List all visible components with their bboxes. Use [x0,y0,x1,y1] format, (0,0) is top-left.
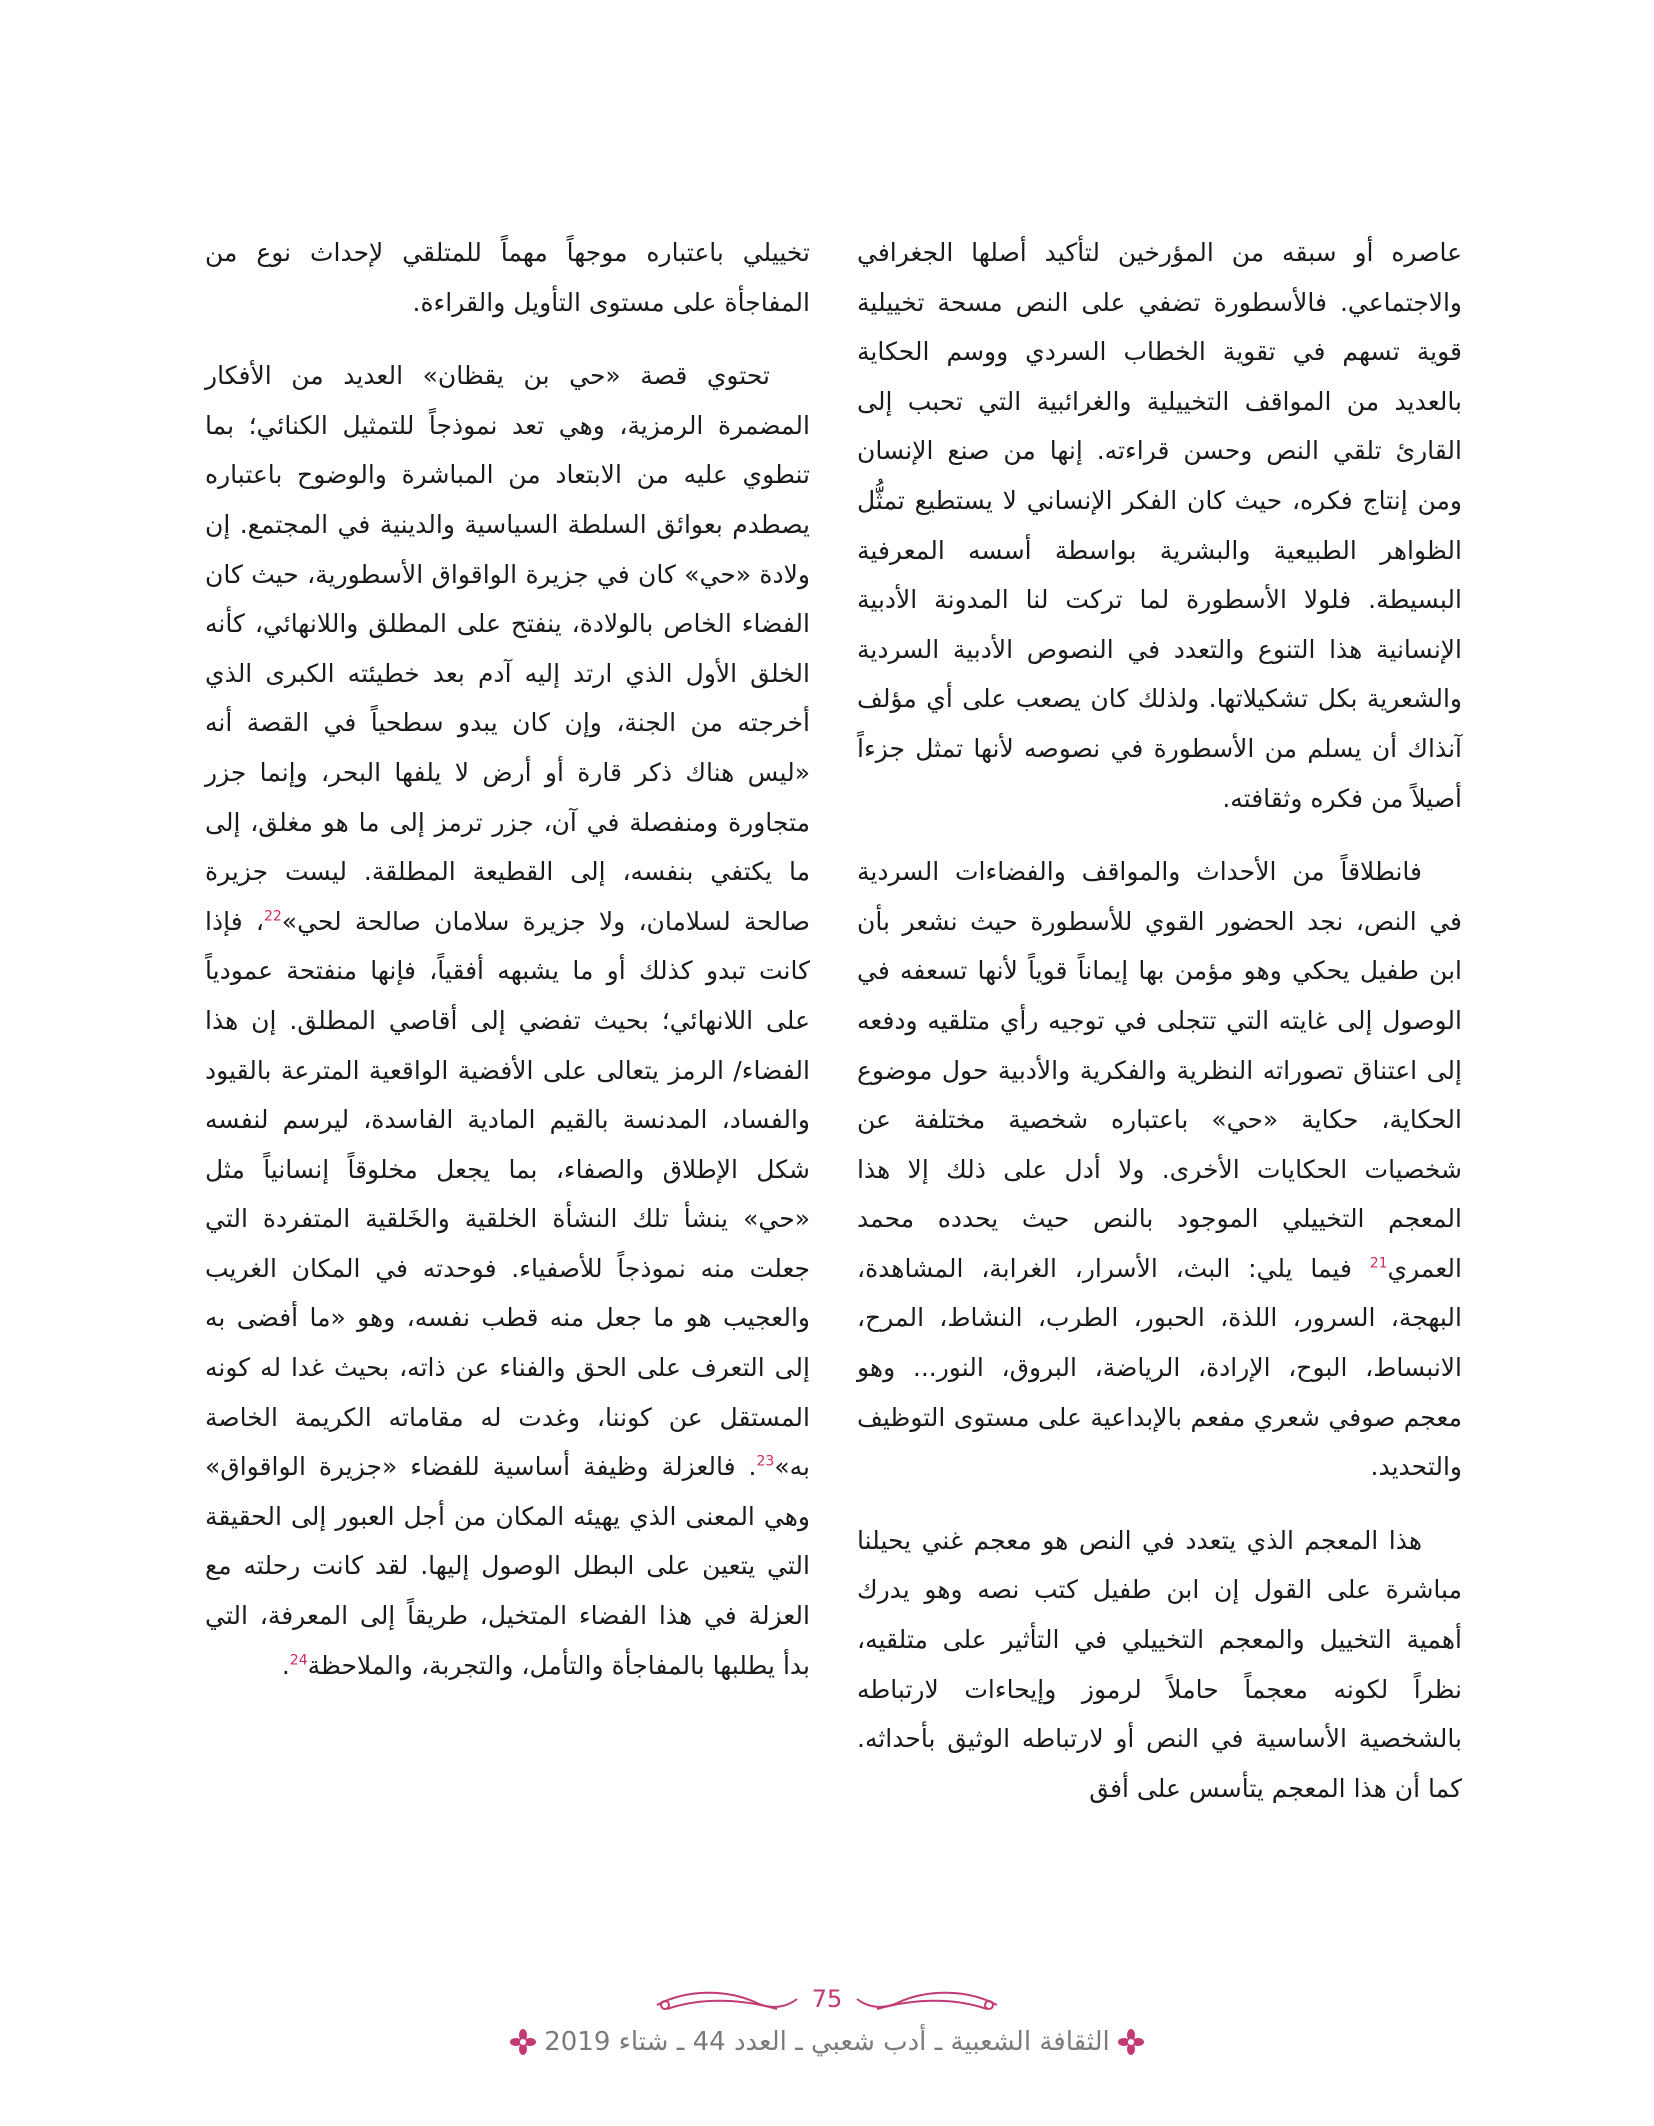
page-number-ornament [647,1985,1007,2019]
article-column-left [205,228,810,1714]
paragraph-text: . [281,1650,290,1680]
article-column-right [857,228,1462,1837]
footnote-reference[interactable]: 23 [756,1453,775,1470]
footnote-reference[interactable]: 22 [263,908,282,925]
paragraph [205,351,810,1690]
paragraph: عاصره أو سبقه من المؤرخين لتأكيد أصلها الجغرافي والاجتماعي. فالأسطورة تضفي على النص مسحة تخييلية قوية تسهم في تقوية الخطاب السردي ووسم الحكاية بالعديد من المواقف التخييلية والغرائبية التي تحبب إلى القارئ تلقي النص وحسن قراءته. إنها من صنع الإنسان ومن إنتاج فكره، حيث كان الفكر الإنساني لا يستطيع تمثُّل الظواهر الطبيعية والبشرية بواسطة أسسه المعرفية البسيطة. فلولا الأسطورة لما تركت لنا المدونة الأدبية الإنسانية هذا التنوع والتعدد في النصوص الأدبية السردية والشعرية بكل تشكيلاتها. ولذلك كان يصعب على أي مؤلف آنذاك أن يسلم من الأسطورة في نصوصه لأنها تمثل جزءاً أصيلاً من فكره وثقافته. [857,238,1462,813]
paragraph [857,847,1462,1492]
flower-icon [510,2029,536,2055]
paragraph: هذا المعجم الذي يتعدد في النص هو معجم غني يحيلنا مباشرة على القول إن ابن طفيل كتب نصه وهو يدرك أهمية التخييل والمعجم التخييلي في التأثير على متلقيه، نظراً لكونه معجماً حاملاً لرموز وإيحاءات لارتباطه بالشخصية الأساسية في النص أو لارتباطه الوثيق بأحداثه. كما أن هذا المعجم يتأسس على أفق [857,1525,1462,1803]
paragraph-text: فيما يلي: البث، الأسرار، الغرابة، المشاهدة، البهجة، السرور، اللذة، الحبور، الطرب، النشاط، المرح، الانبساط، البوح، الإرادة، الرياضة، البروق، النور... وهو معجم صوفي شعري مفعم بالإبداعية على مستوى التوظيف والتحديد. [857,1253,1462,1482]
paragraph-text: . فالعزلة وظيفة أساسية للفضاء «جزيرة الواقواق» وهي المعنى الذي يهيئه المكان من أجل العبور إلى الحقيقة التي يتعين على البطل الوصول إليها. لقد كانت رحلته مع العزلة في هذا الفضاء المتخيل، طريقاً إلى المعرفة، التي بدأ يطلبها بالمفاجأة والتأمل، والتجربة، والملاحظة [205,1452,810,1680]
paragraph-text: فانطلاقاً من الأحداث والمواقف والفضاءات السردية في النص، نجد الحضور القوي للأسطورة حيث نشعر بأن ابن طفيل يحكي وهو مؤمن بها إيماناً قوياً لأنها تسعفه في الوصول إلى غايته التي تتجلى في توجيه رأي متلقيه ودفعه إلى اعتناق تصوراته النظرية والفكرية والأدبية حول موضوع الحكاية، حكاية «حي» باعتباره شخصية مختلفة عن شخصيات الحكايات الأخرى. ولا أدل على ذلك إلا هذا المعجم التخييلي الموجود بالنص حيث يحدده محمد العمري [857,857,1462,1283]
paragraph-text: تحتوي قصة «حي بن يقظان» العديد من الأفكار المضمرة الرمزية، وهي تعد نموذجاً للتمثيل الكنائي؛ بما تنطوي عليه من الابتعاد من المباشرة والوضوح باعتباره يصطدم بعوائق السلطة السياسية والدينية في المجتمع. إن ولادة «حي» كان في جزيرة الواقواق الأسطورية، حيث كان الفضاء الخاص بالولادة، ينفتح على المطلق واللانهائي، كأنه الخلق الأول الذي ارتد إليه آدم بعد خطيئته الكبرى الذي أخرجته من الجنة، وإن كان يبدو سطحياً في القصة أنه «ليس هناك ذكر قارة أو أرض لا يلفها البحر، وإنما جزر متجاورة ومنفصلة في آن، جزر ترمز إلى ما هو مغلق، إلى ما يكتفي بنفسه، إلى القطيعة المطلقة. ليست جزيرة صالحة لسلامان، ولا جزيرة سلامان صالحة لحي» [205,361,810,936]
paragraph: تخييلي باعتباره موجهاً مهماً للمتلقي لإحداث نوع من المفاجأة على مستوى التأويل والقراءة. [205,238,810,317]
page-footer [0,1985,1654,2059]
journal-title: الثقافة الشعبية ـ أدب شعبي ـ العدد 44 ـ شتاء 2019 [544,2027,1110,2057]
journal-info [510,2027,1144,2057]
paragraph-text: ، فإذا كانت تبدو كذلك أو ما يشبهه أفقياً، فإنها منفتحة عمودياً على اللانهائي؛ بحيث تفضي إلى أقاصي المطلق. إن هذا الفضاء/ الرمز يتعالى على الأفضية الواقعية المترعة بالقيود والفساد، المدنسة بالقيم المادية الفاسدة، ليرسم لنفسه شكل الإطلاق والصفاء، بما يجعل مخلوقاً إنسانياً مثل «حي» ينشأ تلك النشأة الخلقية والخَلقية المتفردة التي جعلت منه نموذجاً للأصفياء. فوحدته في المكان الغريب والعجيب هو ما جعل منه قطب نفسه، وهو «ما أفضى به إلى التعرف على الحق والفناء عن ذاته، بحيث غدا له كونه المستقل عن كوننا، وغدت له مقاماته الكريمة الخاصة به» [205,906,810,1482]
page-number: 75 [811,1985,843,2013]
footnote-reference[interactable]: 24 [289,1652,308,1669]
footnote-reference[interactable]: 21 [1369,1255,1388,1272]
flower-icon [1118,2029,1144,2055]
